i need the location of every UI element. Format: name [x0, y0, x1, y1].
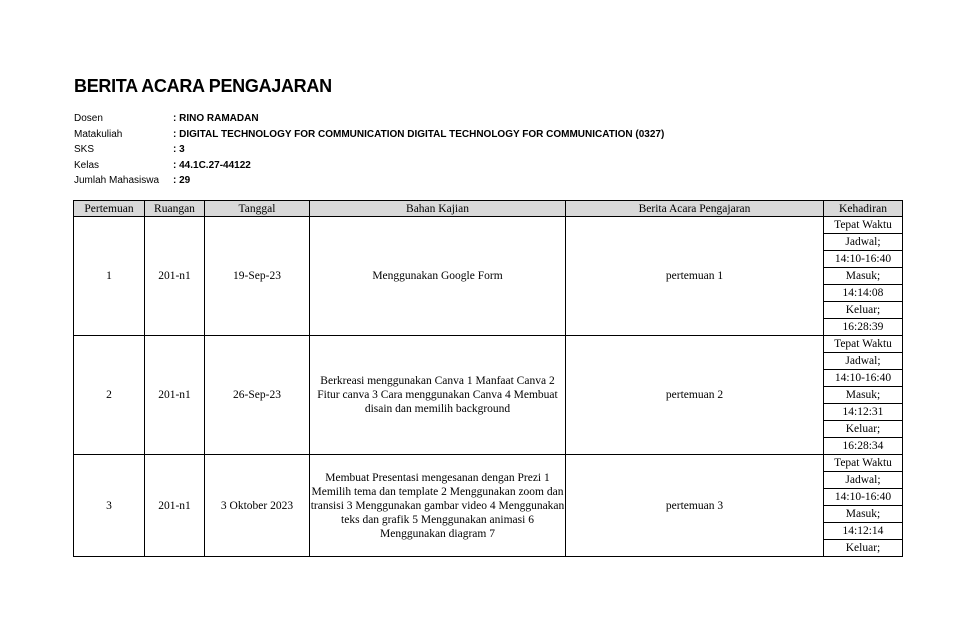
cell-kehadiran: Tepat Waktu — [824, 455, 903, 472]
header-ruangan: Ruangan — [145, 201, 205, 217]
cell-pertemuan: 2 — [74, 336, 145, 455]
meta-row-dosen — [74, 111, 664, 127]
cell-kehadiran: Jadwal; — [824, 353, 903, 370]
meta-row-jumlah-mahasiswa — [74, 173, 664, 189]
meta-value: : RINO RAMADAN — [173, 113, 259, 124]
meta-value: : 44.1C.27-44122 — [173, 159, 251, 171]
cell-berita-acara: pertemuan 3 — [566, 455, 824, 557]
table-row — [74, 455, 903, 472]
meta-label: Jumlah Mahasiswa — [74, 175, 160, 186]
cell-berita-acara: pertemuan 1 — [566, 217, 824, 336]
cell-ruangan: 201-n1 — [145, 455, 205, 557]
cell-kehadiran: Keluar; — [824, 421, 903, 438]
cell-kehadiran: Jadwal; — [824, 234, 903, 251]
cell-kehadiran: 14:10-16:40 — [824, 251, 903, 268]
cell-bahan-kajian: Membuat Presentasi mengesanan dengan Prezi 1 Memilih tema dan template 2 Menggunakan zoom dan transisi 3 Menggunakan gambar video 4 Menggunakan teks dan grafik 5 Menggunakan animasi 6 Menggunakan diagram 7 — [310, 455, 566, 557]
meta-row-kelas — [74, 158, 664, 174]
cell-kehadiran: 16:28:34 — [824, 438, 903, 455]
cell-kehadiran: Tepat Waktu — [824, 336, 903, 353]
cell-kehadiran: 14:12:31 — [824, 404, 903, 421]
meta-label: Dosen — [74, 113, 103, 124]
cell-pertemuan: 3 — [74, 455, 145, 557]
cell-kehadiran: Jadwal; — [824, 472, 903, 489]
cell-tanggal: 26-Sep-23 — [205, 336, 310, 455]
meta-value: : 29 — [173, 175, 191, 186]
page-title: BERITA ACARA PENGAJARAN — [74, 76, 332, 96]
cell-kehadiran: 14:10-16:40 — [824, 370, 903, 387]
meta-label: SKS — [74, 144, 95, 155]
cell-kehadiran: Masuk; — [824, 387, 903, 404]
cell-pertemuan: 1 — [74, 217, 145, 336]
header-bahan-kajian: Bahan Kajian — [310, 201, 566, 217]
cell-kehadiran: Keluar; — [824, 302, 903, 319]
table-row — [74, 217, 903, 234]
cell-kehadiran: Masuk; — [824, 268, 903, 285]
header-pertemuan: Pertemuan — [74, 201, 145, 217]
cell-kehadiran: 14:12:14 — [824, 523, 903, 540]
table-row — [74, 336, 903, 353]
header-tanggal: Tanggal — [205, 201, 310, 217]
meta-row-matakuliah — [74, 127, 664, 143]
cell-berita-acara: pertemuan 2 — [566, 336, 824, 455]
meta-label: Matakuliah — [74, 128, 123, 140]
cell-bahan-kajian: Berkreasi menggunakan Canva 1 Manfaat Canva 2 Fitur canva 3 Cara menggunakan Canva 4 Membuat disain dan memilih background — [310, 336, 566, 455]
cell-kehadiran: 14:14:08 — [824, 285, 903, 302]
meta-value: : DIGITAL TECHNOLOGY FOR COMMUNICATION DIGITAL TECHNOLOGY FOR COMMUNICATION (0327) — [173, 128, 665, 140]
cell-tanggal: 3 Oktober 2023 — [205, 455, 310, 557]
cell-ruangan: 201-n1 — [145, 217, 205, 336]
cell-kehadiran: 16:28:39 — [824, 319, 903, 336]
header-kehadiran: Kehadiran — [824, 201, 903, 217]
table-header-row — [74, 201, 903, 217]
cell-kehadiran: Keluar; — [824, 540, 903, 557]
header-berita-acara: Berita Acara Pengajaran — [566, 201, 824, 217]
meta-label: Kelas — [74, 159, 100, 171]
document-meta — [74, 111, 664, 189]
meta-value: : 3 — [173, 144, 185, 155]
cell-bahan-kajian: Menggunakan Google Form — [310, 217, 566, 336]
cell-kehadiran: Masuk; — [824, 506, 903, 523]
cell-ruangan: 201-n1 — [145, 336, 205, 455]
cell-tanggal: 19-Sep-23 — [205, 217, 310, 336]
attendance-table — [73, 200, 903, 557]
meta-row-sks — [74, 142, 664, 158]
cell-kehadiran: Tepat Waktu — [824, 217, 903, 234]
cell-kehadiran: 14:10-16:40 — [824, 489, 903, 506]
